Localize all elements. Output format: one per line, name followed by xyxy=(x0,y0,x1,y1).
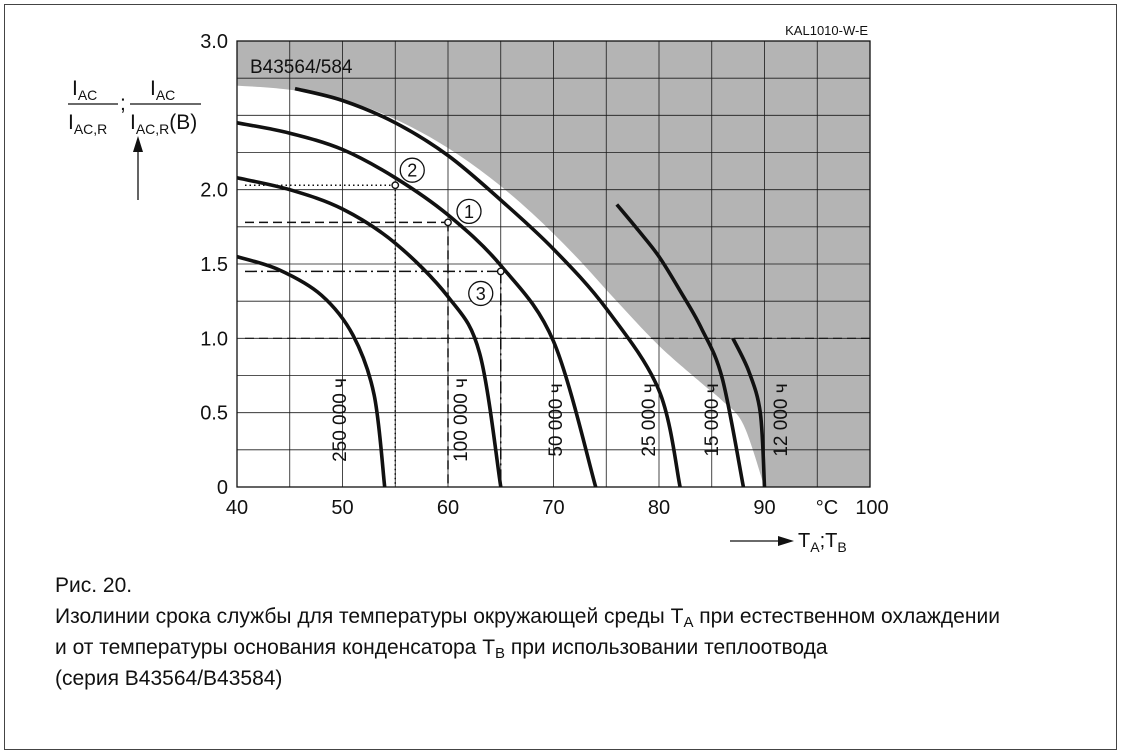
isoline-label-text: 100 000 ч xyxy=(451,378,472,462)
isoline-label-text: 25 000 ч xyxy=(639,383,660,457)
isoline-label xyxy=(699,364,723,476)
svg-text:IAC: $I_{AC}$ xyxy=(72,77,98,103)
reference-point-marker xyxy=(445,219,451,225)
reference-point-label: 1 xyxy=(463,201,475,222)
svg-text:;: ; xyxy=(120,92,126,115)
y-tick-label: 1.0 xyxy=(200,328,228,351)
figure-code: KAL1010-W-E xyxy=(785,23,868,38)
svg-text:IAC,R: $I_{AC,R}$ xyxy=(68,111,108,137)
x-tick-label: 40 xyxy=(225,497,249,519)
svg-text:IAC: $I_{AC}$ xyxy=(150,77,176,103)
figure-caption xyxy=(55,570,1115,694)
reference-point-marker xyxy=(392,182,398,188)
x-axis-label: $T_A;T_B$ xyxy=(798,530,847,555)
x-tick-label: 100 xyxy=(855,497,889,519)
x-tick-label: 80 xyxy=(647,497,671,519)
reference-point-marker xyxy=(498,268,504,274)
x-tick-label: 90 xyxy=(753,497,776,519)
x-unit-label: °C xyxy=(815,497,839,519)
svg-text:IAC,R(B): $I_{AC,R}(B)$ xyxy=(130,111,198,137)
isoline-label xyxy=(636,364,660,476)
isoline-label-text: 15 000 ч xyxy=(702,383,723,457)
y-tick-label: 0 xyxy=(216,477,228,499)
caption-number: Рис. 20. xyxy=(55,574,133,597)
y-tick-label: 3.0 xyxy=(200,31,228,53)
y-tick-label: 1.5 xyxy=(200,254,228,276)
caption-line: и от температуры основания конденсатора $T_B$ при использовании теплоотвода xyxy=(55,636,828,662)
x-tick-label: 70 xyxy=(542,497,565,519)
isoline-label xyxy=(768,364,792,476)
isoline-label xyxy=(327,364,351,476)
x-tick-label: 50 xyxy=(331,497,354,519)
x-tick-label: 60 xyxy=(436,497,460,519)
isoline-label xyxy=(448,364,472,476)
reference-point-label: 3 xyxy=(475,283,486,304)
y-tick-label: 0.5 xyxy=(200,402,228,425)
isoline-label-text: 250 000 ч xyxy=(330,378,351,462)
y-tick-label: 2.0 xyxy=(200,179,228,202)
isoline-label-text: 12 000 ч xyxy=(771,383,792,457)
caption-line: Изолинии срока службы для температуры окружающей среды $T_A$ при естественном охлаждении xyxy=(55,605,1000,631)
isoline-label-text: 50 000 ч xyxy=(546,383,567,457)
x-axis-arrow xyxy=(730,536,794,546)
series-label: B43564/584 xyxy=(250,57,353,78)
caption-series: (серия B43564/B43584) xyxy=(55,667,283,690)
y-axis-arrow xyxy=(133,136,143,200)
isoline-label xyxy=(543,364,567,476)
reference-point-label: 2 xyxy=(407,160,418,181)
y-axis-label xyxy=(68,77,201,137)
